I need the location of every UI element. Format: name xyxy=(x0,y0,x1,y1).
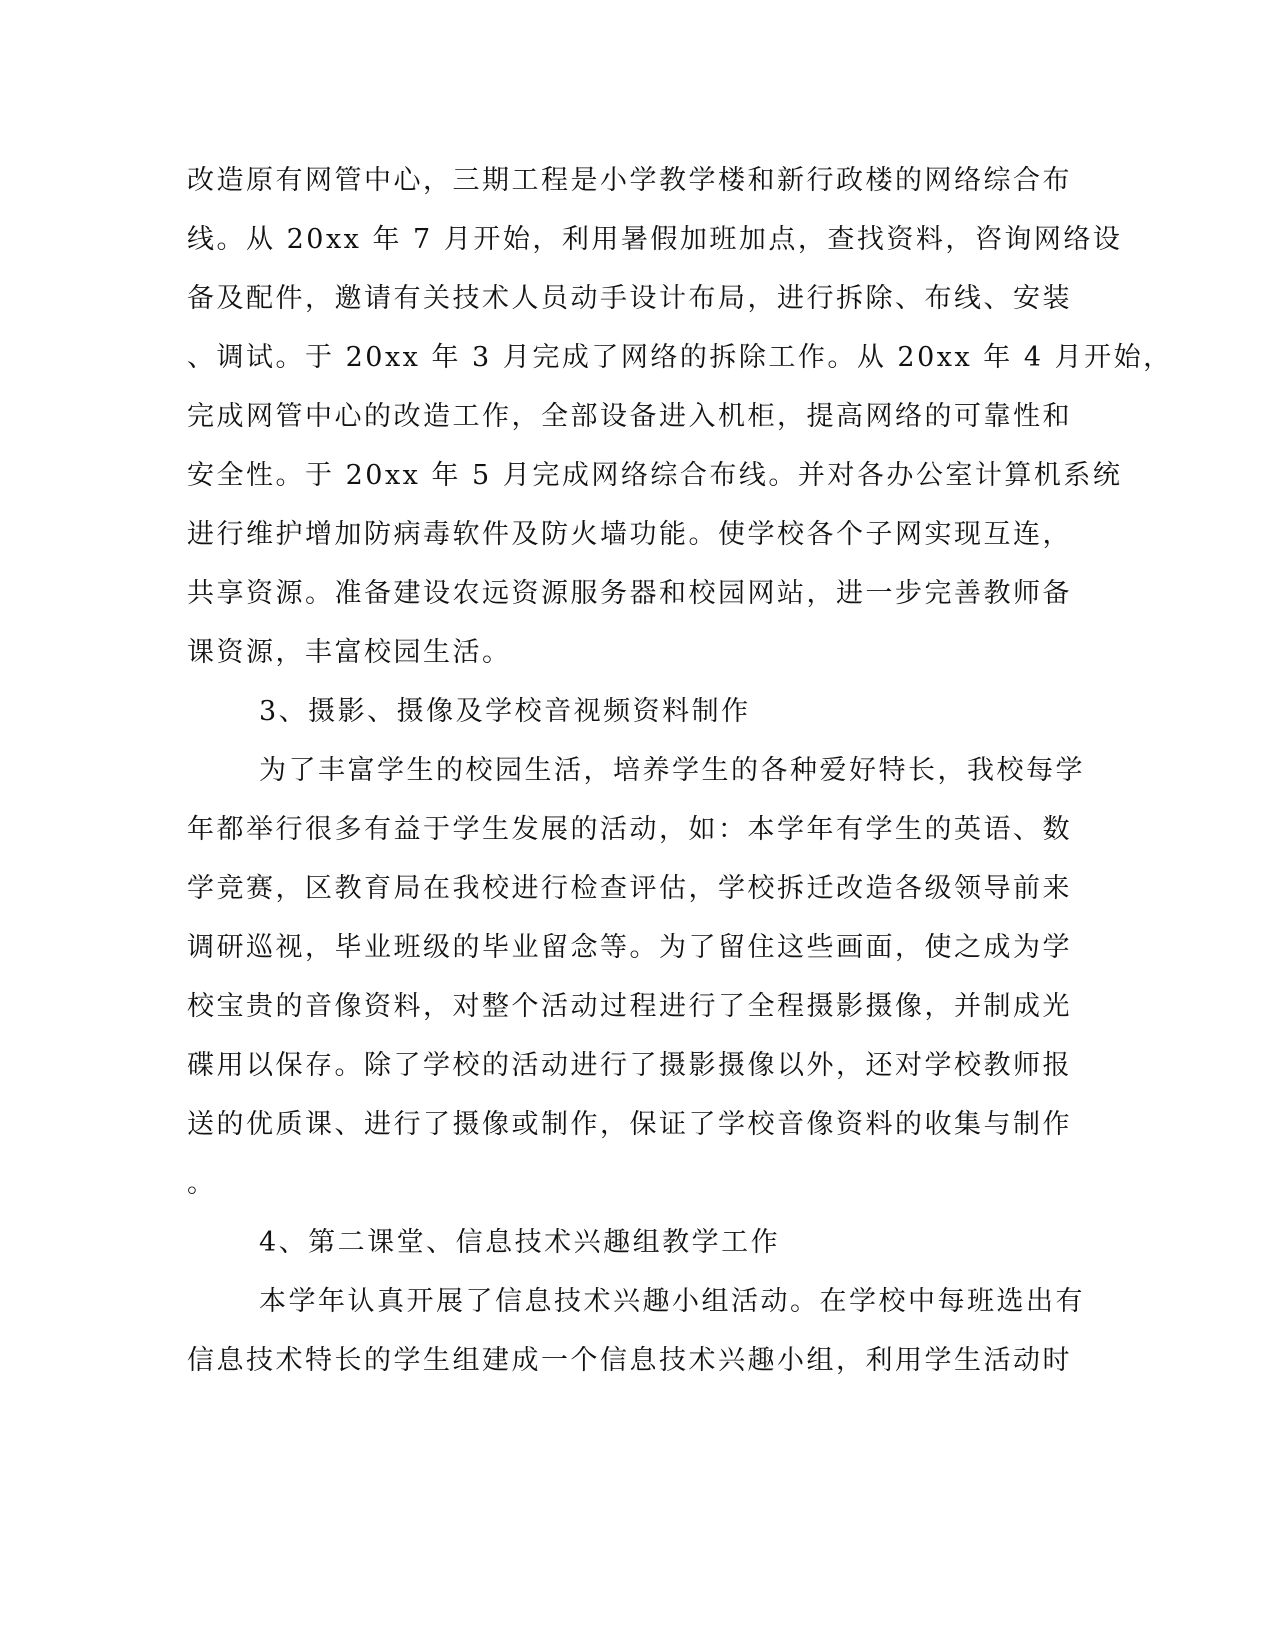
text-line: 年都举行很多有益于学生发展的活动，如：本学年有学生的英语、数 xyxy=(187,814,1072,845)
text-line: 校宝贵的音像资料，对整个活动过程进行了全程摄影摄像，并制成光 xyxy=(187,991,1072,1022)
text-line: 调研巡视，毕业班级的毕业留念等。为了留住这些画面，使之成为学 xyxy=(187,932,1072,963)
text-line: 完成网管中心的改造工作，全部设备进入机柜，提高网络的可靠性和 xyxy=(187,401,1072,432)
text-line: 。 xyxy=(187,1168,217,1199)
text-line: 线。从 20xx 年 7 月开始，利用暑假加班加点，查找资料，咨询网络设 xyxy=(187,224,1123,255)
text-line: 安全性。于 20xx 年 5 月完成网络综合布线。并对各办公室计算机系统 xyxy=(187,460,1123,491)
text-line: 、调试。于 20xx 年 3 月完成了网络的拆除工作。从 20xx 年 4 月开始， xyxy=(187,342,1173,373)
text-line: 共享资源。准备建设农远资源服务器和校园网站，进一步完善教师备 xyxy=(187,578,1072,609)
text-line: 学竞赛，区教育局在我校进行检查评估，学校拆迁改造各级领导前来 xyxy=(187,873,1072,904)
text-line: 送的优质课、进行了摄像或制作，保证了学校音像资料的收集与制作 xyxy=(187,1109,1072,1140)
text-line: 备及配件，邀请有关技术人员动手设计布局，进行拆除、布线、安装 xyxy=(187,283,1072,314)
text-line: 课资源，丰富校园生活。 xyxy=(187,637,512,668)
paragraph-first-line: 本学年认真开展了信息技术兴趣小组活动。在学校中每班选出有 xyxy=(259,1286,1085,1317)
text-line: 进行维护增加防病毒软件及防火墙功能。使学校各个子网实现互连， xyxy=(187,519,1072,550)
body-text xyxy=(187,151,1173,1390)
section-heading: 3、摄影、摄像及学校音视频资料制作 xyxy=(259,696,751,727)
text-line: 改造原有网管中心，三期工程是小学教学楼和新行政楼的网络综合布 xyxy=(187,165,1072,196)
text-line: 碟用以保存。除了学校的活动进行了摄影摄像以外，还对学校教师报 xyxy=(187,1050,1072,1081)
paragraph-first-line: 为了丰富学生的校园生活，培养学生的各种爱好特长，我校每学 xyxy=(259,755,1085,786)
text-line: 信息技术特长的学生组建成一个信息技术兴趣小组，利用学生活动时 xyxy=(187,1345,1072,1376)
section-heading: 4、第二课堂、信息技术兴趣组教学工作 xyxy=(259,1227,781,1258)
